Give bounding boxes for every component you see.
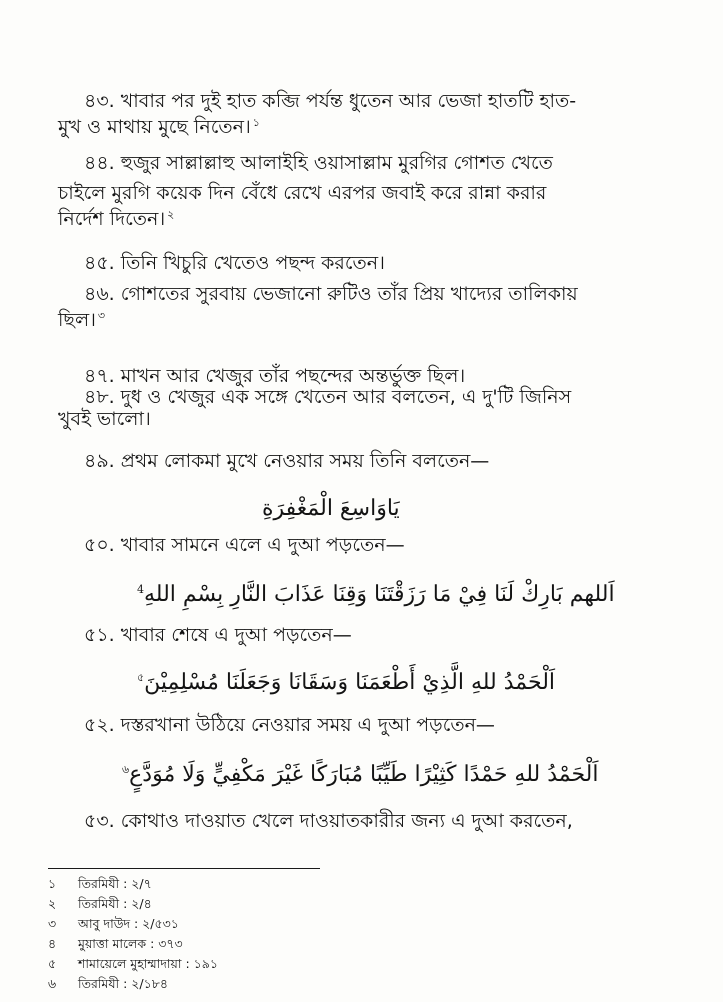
footnote-text: তিরমিযী : ২/৭ <box>78 876 152 891</box>
para-46-line-1: ৪৬. গোশতের সুরবায় ভেজানো রুটিও তাঁর প্রিয় খাদ্যের তালিকায় <box>84 283 578 305</box>
para-48-line-1: ৪৮. দুধ ও খেজুর এক সঙ্গে খেতেন আর বলতেন, এ দু'টি জিনিস <box>84 386 572 408</box>
footnote-ref-4: 4 <box>137 582 144 596</box>
para-51-arabic-text: اَلْحَمْدُ للهِ الَّذِيْ أَطْعَمَنَا وَسَقَانَا وَجَعَلَنَا مُسْلِمِيْنَ <box>144 670 556 695</box>
para-52-line-1: ৫২. দস্তরখানা উঠিয়ে নেওয়ার সময় এ দুআ পড়তেন— <box>84 714 495 736</box>
footnote-number: ৬ <box>48 976 57 991</box>
footnote-ref-1: ১ <box>252 115 260 129</box>
para-48-line-2: খুবই ভালো। <box>58 408 151 430</box>
footnote-number: ৪ <box>48 936 57 951</box>
footnote-ref-2: ২ <box>167 207 175 221</box>
para-53-line-1: ৫৩. কোথাও দাওয়াত খেলে দাওয়াতকারীর জন্য এ দুআ করতেন, <box>84 810 573 832</box>
para-47-line-1: ৪৭. মাখন আর খেজুর তাঁর পছন্দের অন্তর্ভুক্ত ছিল। <box>84 365 466 387</box>
para-43-text: মুখ ও মাথায় মুছে নিতেন। <box>58 116 251 138</box>
footnote-number: ৩ <box>48 916 57 931</box>
para-44-line-2: চাইলে মুরগি কয়েক দিন বেঁধে রেখে এরপর জবাই করে রান্না করার <box>58 182 547 204</box>
para-49-line-1: ৪৯. প্রথম লোকমা মুখে নেওয়ার সময় তিনি বলতেন— <box>84 450 490 472</box>
para-44-line-1: ৪৪. হুজুর সাল্লাল্লাহু আলাইহি ওয়াসাল্লাম মুরগির গোশত খেতে <box>84 152 553 174</box>
para-46-line-2 <box>58 307 105 333</box>
footnote-ref-5: ৫ <box>137 670 145 684</box>
footnote-item <box>48 896 152 912</box>
para-44-text: নির্দেশ দিতেন। <box>58 208 166 230</box>
para-44-line-3 <box>58 206 174 232</box>
footnote-item <box>48 956 218 972</box>
para-52-arabic-text: اَلْحَمْدُ للهِ حَمْدًا كَثِيْرًا طَيِّبًا مُبَارَكًا غَيْرَ مَكْفِيٍّ وَلَا مُوَدَّعٍ <box>129 762 599 787</box>
footnote-text: আবু দাউদ : ২/৫৩১ <box>78 916 179 931</box>
para-50-arabic-text: اَللهم بَارِكْ لَنَا فِيْ مَا رَزَقْتَنَا وَقِنَا عَذَابَ النَّارِ بِسْمِ اللهِ <box>144 582 615 607</box>
para-50-arabic-dua <box>135 580 615 610</box>
para-51-arabic-dua <box>135 668 555 698</box>
para-46-text: ছিল। <box>58 309 96 331</box>
footnote-item <box>48 936 183 952</box>
footnote-item <box>48 976 168 992</box>
footnote-number: ১ <box>48 876 57 891</box>
footnote-item <box>48 916 179 932</box>
footnote-ref-6: ৬ <box>122 762 130 776</box>
footnote-text: শামায়েলে মুহাম্মাদায়া : ১৯১ <box>78 956 218 971</box>
para-43-line-2 <box>58 114 260 140</box>
footnote-text: মুয়াত্তা মালেক : ৩৭৩ <box>78 936 183 951</box>
footnote-ref-3: ৩ <box>97 308 106 322</box>
footnote-item <box>48 876 152 892</box>
footnote-text: তিরমিযী : ২/১৮৪ <box>78 976 168 991</box>
para-51-line-1: ৫১. খাবার শেষে এ দুআ পড়তেন— <box>84 624 352 646</box>
footnote-number: ২ <box>48 896 57 911</box>
para-45-line-1: ৪৫. তিনি খিচুরি খেতেও পছন্দ করতেন। <box>84 252 385 274</box>
para-49-arabic-dua: يَاوَاسِعَ الْمَغْفِرَةِ <box>262 496 400 521</box>
footnote-text: তিরমিযী : ২/৪ <box>78 896 152 911</box>
para-50-line-1: ৫০. খাবার সামনে এলে এ দুআ পড়তেন— <box>84 534 405 556</box>
footnote-number: ৫ <box>48 956 57 971</box>
para-52-arabic-dua <box>120 760 598 790</box>
footnote-divider <box>48 868 320 869</box>
para-43-line-1: ৪৩. খাবার পর দুই হাত কব্জি পর্যন্ত ধুতেন আর ভেজা হাতটি হাত- <box>84 90 577 112</box>
